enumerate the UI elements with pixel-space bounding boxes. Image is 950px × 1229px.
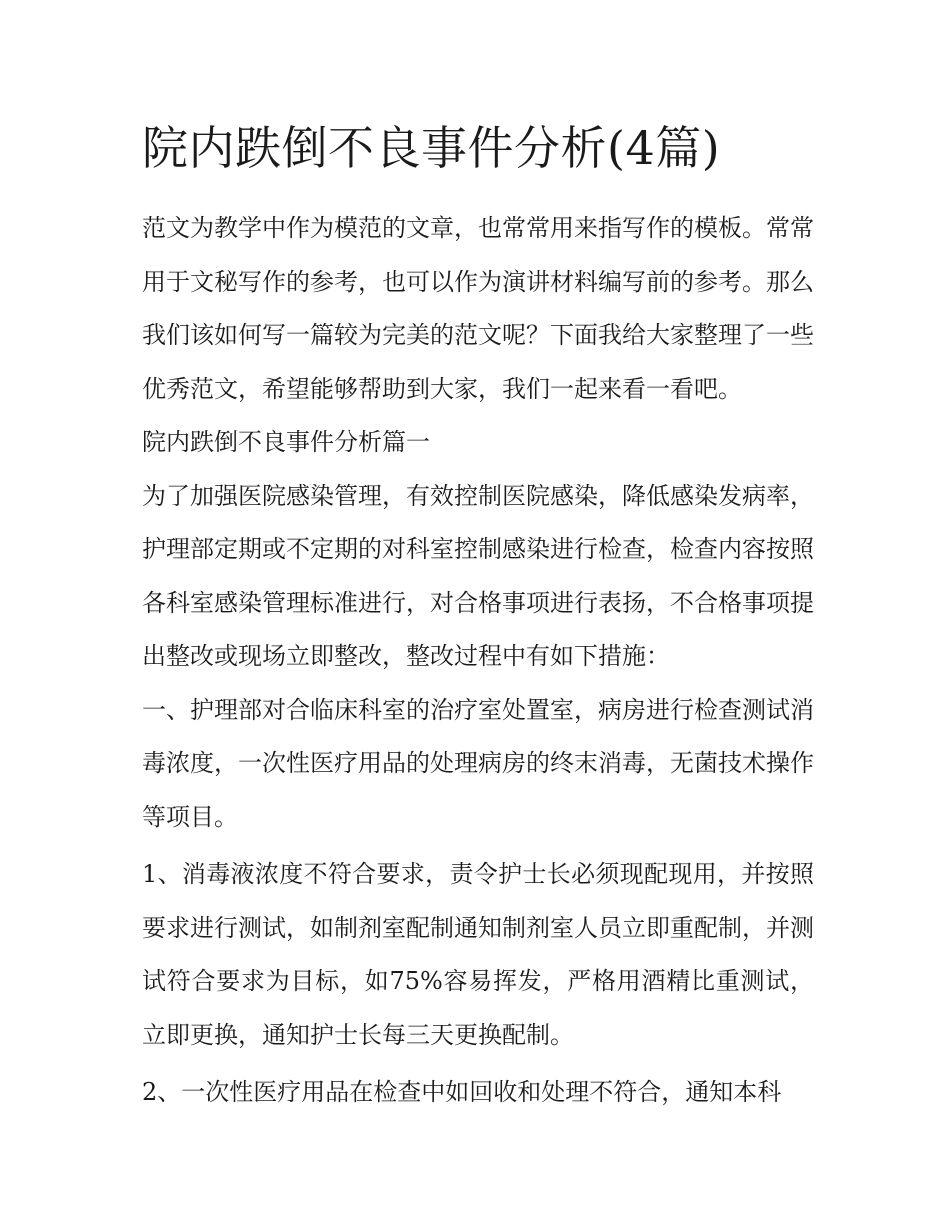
intro-paragraph: 范文为教学中作为模范的文章，也常常用来指写作的模板。常常用于文秘写作的参考，也可以作为演讲材料编写前的参考。那么我们该如何写一篇较为完美的范文呢？下面我给大家整理了一些优秀范文，希望能够帮助到大家，我们一起来看一看吧。 (142, 214, 814, 403)
list-item-paragraph: 2、一次性医疗用品在检查中如回收和处理不符合，通知本科 (142, 1078, 782, 1106)
document-title: 院内跌倒不良事件分析(4篇) (142, 121, 721, 175)
body-paragraph: 一、护理部对合临床科室的治疗室处置室，病房进行检查测试消毒浓度，一次性医疗用品的处理病房的终末消毒，无菌技术操作等项目。 (142, 695, 814, 831)
body-paragraph: 为了加强医院感染管理，有效控制医院感染，降低感染发病率，护理部定期或不定期的对科室控制感染进行检查，检查内容按照各科室感染管理标准进行，对合格事项进行表扬，不合格事项提出整改或现场立即整改，整改过程中有如下措施： (142, 481, 814, 670)
section-heading: 院内跌倒不良事件分析篇一 (142, 428, 430, 456)
list-item-paragraph: 1、消毒液浓度不符合要求，责令护士长必须现配现用，并按照要求进行测试，如制剂室配制通知制剂室人员立即重配制，并测试符合要求为目标，如75%容易挥发，严格用酒精比重测试，立即更换，通知护士长每三天更换配制。 (142, 860, 814, 1049)
document-page (142, 108, 814, 1120)
